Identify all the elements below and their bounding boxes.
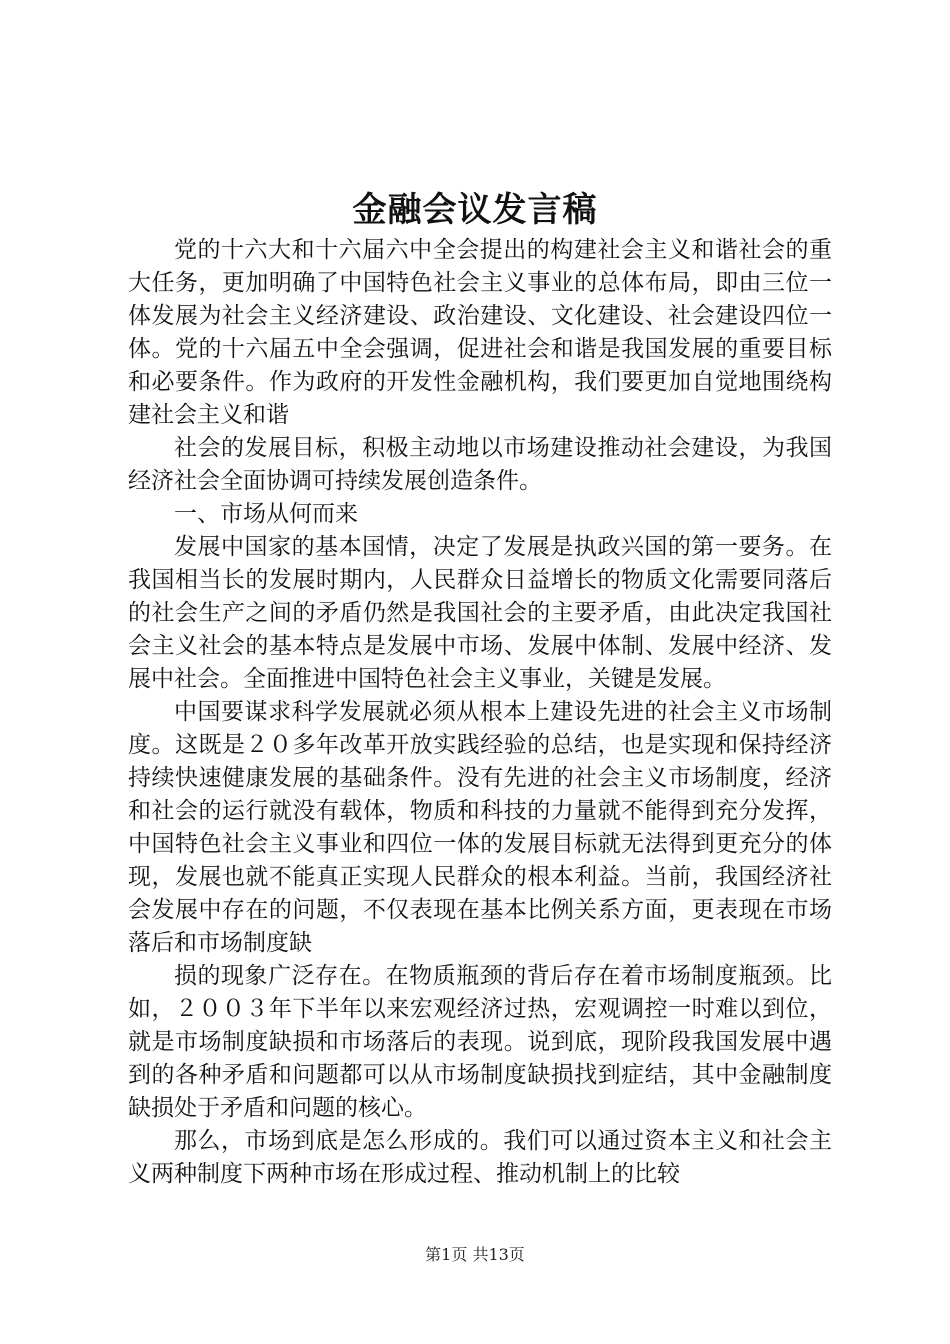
paragraph-6: 那么，市场到底是怎么形成的。我们可以通过资本主义和社会主义两种制度下两种市场在形成过程、推动机制上的比较 xyxy=(128,1128,832,1187)
paragraph-4: 中国要谋求科学发展就必须从根本上建设先进的社会主义市场制度。这既是２０多年改革开放实践经验的总结，也是实现和保持经济持续快速健康发展的基础条件。没有先进的社会主义市场制度，经济和社会的运行就没有载体，物质和科技的力量就不能得到充分发挥，中国特色社会主义事业和四位一体的发展目标就无法得到更充分的体现，发展也就不能真正实现人民群众的根本利益。当前，我国经济社会发展中存在的问题，不仅表现在基本比例关系方面，更表现在市场落后和市场制度缺 xyxy=(128,699,832,956)
paragraph-1: 党的十六大和十六届六中全会提出的构建社会主义和谐社会的重大任务，更加明确了中国特色社会主义事业的总体布局，即由三位一体发展为社会主义经济建设、政治建设、文化建设、社会建设四位一体。党的十六届五中全会强调，促进社会和谐是我国发展的重要目标和必要条件。作为政府的开发性金融机构，我们要更加自觉地围绕构建社会主义和谐 xyxy=(128,237,832,428)
section-heading: 一、市场从何而来 xyxy=(174,501,358,527)
paragraph-2: 社会的发展目标，积极主动地以市场建设推动社会建设，为我国经济社会全面协调可持续发展创造条件。 xyxy=(128,435,832,494)
page-number-footer: 第1页 共13页 xyxy=(425,1245,525,1264)
paragraph-3: 发展中国家的基本国情，决定了发展是执政兴国的第一要务。在我国相当长的发展时期内，人民群众日益增长的物质文化需要同落后的社会生产之间的矛盾仍然是我国社会的主要矛盾，由此决定我国社会主义社会的基本特点是发展中市场、发展中体制、发展中经济、发展中社会。全面推进中国特色社会主义事业，关键是发展。 xyxy=(128,534,832,692)
paragraph-5: 损的现象广泛存在。在物质瓶颈的背后存在着市场制度瓶颈。比如，２００３年下半年以来宏观经济过热，宏观调控一时难以到位，就是市场制度缺损和市场落后的表现。说到底，现阶段我国发展中遇到的各种矛盾和问题都可以从市场制度缺损找到症结，其中金融制度缺损处于矛盾和问题的核心。 xyxy=(128,963,832,1121)
document-title: 金融会议发言稿 xyxy=(352,190,598,230)
document-body xyxy=(128,234,832,1191)
